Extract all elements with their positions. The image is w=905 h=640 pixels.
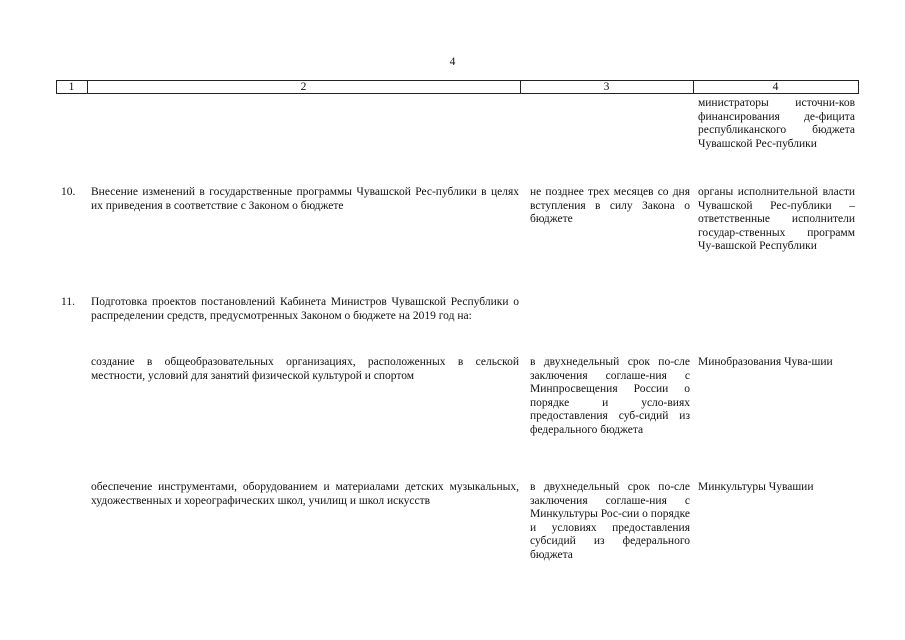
table-header — [56, 80, 859, 94]
item-number: 11. — [61, 296, 75, 308]
measure-cell: обеспечение инструментами, оборудованием и материалами детских музыкальных, художественных и хореографических школ, училищ и школ искусств — [91, 481, 519, 507]
measure-cell: Внесение изменений в государственные программы Чувашской Рес-публики в целях их приведения в соответствие с Законом о бюджете — [91, 186, 519, 212]
deadline-cell: не позднее трех месяцев со дня вступления в силу Закона о бюджете — [530, 186, 690, 226]
deadline-cell: в двухнедельный срок по-сле заключения соглаше-ния с Минкультуры Рос-сии о порядке и условиях предоставления субсидий из федерального бюджета — [530, 481, 690, 561]
column-header-4: 4 — [772, 81, 779, 93]
item-number: 10. — [61, 186, 76, 198]
deadline-cell: в двухнедельный срок по-сле заключения соглаше-ния с Минпросвещения России о порядке и усло-виях предоставления суб-сидий из федерального бюджета — [530, 356, 690, 436]
measure-cell: создание в общеобразовательных организациях, расположенных в сельской местности, условий для занятий физической культурой и спортом — [91, 356, 519, 382]
column-header-1: 1 — [68, 81, 75, 93]
responsible-cell: Минкультуры Чувашии — [698, 481, 814, 493]
column-header-3: 3 — [603, 81, 610, 93]
responsible-cell: органы исполнительной власти Чувашской Рес-публики – ответственные исполнители государ-ственных программ Чу-вашской Республики — [698, 186, 855, 253]
column-header-2: 2 — [300, 81, 307, 93]
page-number: 4 — [449, 56, 456, 68]
measure-cell: Подготовка проектов постановлений Кабинета Министров Чувашской Республики о распределении средств, предусмотренных Законом о бюджете на 2019 год на: — [91, 296, 519, 322]
responsible-cell: Минобразования Чува-шии — [698, 356, 833, 368]
responsible-cell: министраторы источни-ков финансирования де-фицита республиканского бюджета Чувашской Рес-публики — [698, 97, 855, 150]
